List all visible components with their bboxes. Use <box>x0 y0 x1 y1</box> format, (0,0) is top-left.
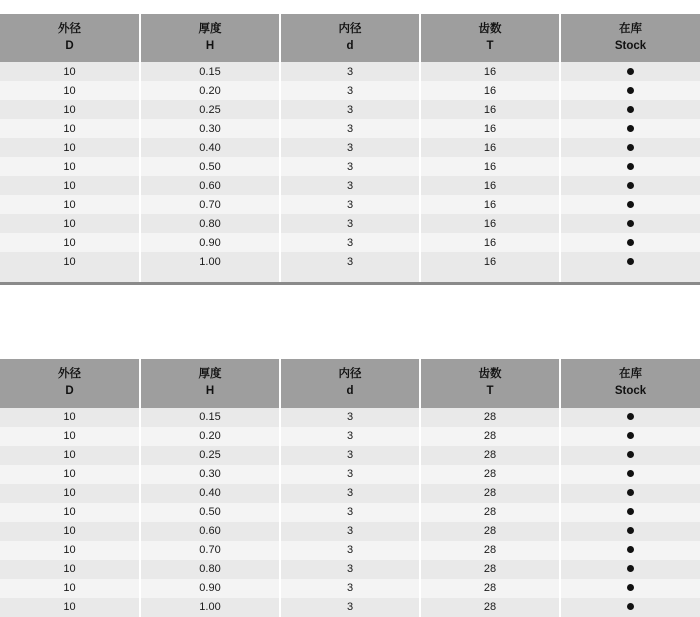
cell-teeth-count: 28 <box>420 446 560 465</box>
column-header-stock <box>560 14 700 62</box>
cell-inner-diameter: 3 <box>280 522 420 541</box>
in-stock-dot-icon <box>627 220 634 227</box>
cell-thickness: 0.80 <box>140 214 280 233</box>
table-row <box>0 119 700 138</box>
header-label-en: Stock <box>614 39 647 52</box>
cell-thickness: 1.00 <box>140 252 280 271</box>
cell-inner-diameter: 3 <box>280 176 420 195</box>
cell-outer-diameter: 10 <box>0 579 140 598</box>
cell-stock <box>560 579 700 598</box>
column-header-outer-diameter <box>0 359 140 407</box>
header-label-en: Stock <box>614 385 647 398</box>
cell-inner-diameter: 3 <box>280 484 420 503</box>
cell-thickness: 0.90 <box>140 233 280 252</box>
cell-inner-diameter: 3 <box>280 446 420 465</box>
cell-teeth-count: 28 <box>420 484 560 503</box>
cell-stock <box>560 465 700 484</box>
table-row <box>0 427 700 446</box>
cell-teeth-count: 28 <box>420 427 560 446</box>
in-stock-dot-icon <box>627 182 634 189</box>
cell-outer-diameter: 10 <box>0 100 140 119</box>
cell-thickness: 0.80 <box>140 560 280 579</box>
table-row <box>0 560 700 579</box>
table-footer-strip <box>0 271 700 282</box>
cell-teeth-count: 28 <box>420 598 560 617</box>
in-stock-dot-icon <box>627 68 634 75</box>
table-row <box>0 214 700 233</box>
top-spacer <box>0 0 700 14</box>
in-stock-dot-icon <box>627 451 634 458</box>
cell-teeth-count: 16 <box>420 233 560 252</box>
cell-inner-diameter: 3 <box>280 560 420 579</box>
header-label-cn: 厚度 <box>198 23 222 35</box>
table-row <box>0 100 700 119</box>
column-header-thickness <box>140 359 280 407</box>
cell-thickness: 0.70 <box>140 541 280 560</box>
cell-teeth-count: 16 <box>420 119 560 138</box>
cell-teeth-count: 16 <box>420 214 560 233</box>
table-row <box>0 598 700 617</box>
cell-thickness: 0.25 <box>140 446 280 465</box>
cell-thickness: 0.70 <box>140 195 280 214</box>
cell-thickness: 0.40 <box>140 138 280 157</box>
table-row <box>0 157 700 176</box>
cell-thickness: 0.60 <box>140 176 280 195</box>
in-stock-dot-icon <box>627 603 634 610</box>
header-label-symbol: D <box>65 385 74 398</box>
table-row <box>0 233 700 252</box>
cell-stock <box>560 252 700 271</box>
column-header-inner-diameter <box>280 14 420 62</box>
header-label-symbol: T <box>486 385 494 398</box>
cell-teeth-count: 16 <box>420 252 560 271</box>
table-2-body <box>0 408 700 617</box>
cell-stock <box>560 541 700 560</box>
table-1-header <box>0 14 700 62</box>
cell-thickness: 0.50 <box>140 503 280 522</box>
cell-thickness: 0.50 <box>140 157 280 176</box>
cell-outer-diameter: 10 <box>0 62 140 81</box>
column-header-outer-diameter <box>0 14 140 62</box>
header-label-cn: 齿数 <box>478 23 502 35</box>
cell-inner-diameter: 3 <box>280 233 420 252</box>
cell-stock <box>560 427 700 446</box>
header-label-symbol: d <box>346 385 354 398</box>
cell-inner-diameter: 3 <box>280 195 420 214</box>
cell-outer-diameter: 10 <box>0 157 140 176</box>
in-stock-dot-icon <box>627 489 634 496</box>
cell-stock <box>560 598 700 617</box>
header-label-symbol: H <box>205 39 215 52</box>
header-row <box>0 359 700 407</box>
spec-table-1 <box>0 14 700 282</box>
in-stock-dot-icon <box>627 201 634 208</box>
header-label-symbol: T <box>486 39 494 52</box>
header-label-cn: 内径 <box>338 23 362 35</box>
cell-inner-diameter: 3 <box>280 252 420 271</box>
cell-inner-diameter: 3 <box>280 157 420 176</box>
cell-outer-diameter: 10 <box>0 119 140 138</box>
header-label-cn: 外径 <box>58 368 81 381</box>
cell-stock <box>560 176 700 195</box>
cell-outer-diameter: 10 <box>0 427 140 446</box>
cell-stock <box>560 408 700 427</box>
cell-thickness: 0.90 <box>140 579 280 598</box>
in-stock-dot-icon <box>627 106 634 113</box>
cell-inner-diameter: 3 <box>280 62 420 81</box>
cell-outer-diameter: 10 <box>0 522 140 541</box>
cell-stock <box>560 233 700 252</box>
cell-outer-diameter: 10 <box>0 138 140 157</box>
cell-inner-diameter: 3 <box>280 598 420 617</box>
cell-teeth-count: 16 <box>420 138 560 157</box>
table-row <box>0 446 700 465</box>
header-row <box>0 14 700 62</box>
cell-inner-diameter: 3 <box>280 100 420 119</box>
header-label-cn: 在库 <box>619 23 642 35</box>
cell-outer-diameter: 10 <box>0 214 140 233</box>
cell-stock <box>560 560 700 579</box>
in-stock-dot-icon <box>627 432 634 439</box>
cell-inner-diameter: 3 <box>280 579 420 598</box>
cell-stock <box>560 81 700 100</box>
table-row <box>0 62 700 81</box>
cell-thickness: 0.15 <box>140 408 280 427</box>
in-stock-dot-icon <box>627 413 634 420</box>
in-stock-dot-icon <box>627 527 634 534</box>
cell-teeth-count: 16 <box>420 195 560 214</box>
spec-table-2 <box>0 359 700 616</box>
cell-stock <box>560 503 700 522</box>
cell-outer-diameter: 10 <box>0 541 140 560</box>
header-label-symbol: D <box>65 39 74 52</box>
cell-outer-diameter: 10 <box>0 176 140 195</box>
cell-inner-diameter: 3 <box>280 81 420 100</box>
cell-teeth-count: 28 <box>420 522 560 541</box>
cell-thickness: 0.20 <box>140 427 280 446</box>
cell-stock <box>560 195 700 214</box>
table-2-header <box>0 359 700 407</box>
cell-thickness: 0.15 <box>140 62 280 81</box>
cell-inner-diameter: 3 <box>280 408 420 427</box>
cell-outer-diameter: 10 <box>0 252 140 271</box>
in-stock-dot-icon <box>627 584 634 591</box>
table-row <box>0 541 700 560</box>
table-row <box>0 522 700 541</box>
cell-stock <box>560 62 700 81</box>
footer-cell <box>560 271 700 282</box>
header-label-cn: 厚度 <box>198 368 222 381</box>
cell-inner-diameter: 3 <box>280 541 420 560</box>
cell-teeth-count: 28 <box>420 408 560 427</box>
cell-stock <box>560 138 700 157</box>
column-header-inner-diameter <box>280 359 420 407</box>
table-row <box>0 138 700 157</box>
cell-outer-diameter: 10 <box>0 484 140 503</box>
cell-teeth-count: 16 <box>420 62 560 81</box>
header-label-cn: 内径 <box>338 368 362 381</box>
table-row <box>0 176 700 195</box>
table-row <box>0 579 700 598</box>
footer-cell <box>420 271 560 282</box>
header-label-symbol: H <box>205 385 215 398</box>
in-stock-dot-icon <box>627 258 634 265</box>
cell-stock <box>560 119 700 138</box>
cell-teeth-count: 16 <box>420 157 560 176</box>
header-label-symbol: d <box>346 39 354 52</box>
cell-teeth-count: 28 <box>420 465 560 484</box>
table-row <box>0 484 700 503</box>
cell-outer-diameter: 10 <box>0 503 140 522</box>
cell-stock <box>560 100 700 119</box>
cell-stock <box>560 484 700 503</box>
in-stock-dot-icon <box>627 565 634 572</box>
cell-stock <box>560 522 700 541</box>
in-stock-dot-icon <box>627 144 634 151</box>
section-spacer <box>0 285 700 359</box>
column-header-stock <box>560 359 700 407</box>
cell-thickness: 0.40 <box>140 484 280 503</box>
footer-cell <box>0 271 140 282</box>
cell-outer-diameter: 10 <box>0 446 140 465</box>
table-1-body <box>0 62 700 282</box>
cell-teeth-count: 28 <box>420 541 560 560</box>
cell-teeth-count: 16 <box>420 176 560 195</box>
table-row <box>0 252 700 271</box>
cell-thickness: 0.25 <box>140 100 280 119</box>
cell-thickness: 0.30 <box>140 465 280 484</box>
header-label-cn: 外径 <box>58 23 81 35</box>
in-stock-dot-icon <box>627 125 634 132</box>
footer-cell <box>280 271 420 282</box>
table-row <box>0 503 700 522</box>
cell-thickness: 0.30 <box>140 119 280 138</box>
column-header-teeth-count <box>420 359 560 407</box>
table-row <box>0 81 700 100</box>
in-stock-dot-icon <box>627 546 634 553</box>
in-stock-dot-icon <box>627 239 634 246</box>
cell-thickness: 0.20 <box>140 81 280 100</box>
cell-teeth-count: 28 <box>420 560 560 579</box>
cell-thickness: 1.00 <box>140 598 280 617</box>
cell-outer-diameter: 10 <box>0 560 140 579</box>
cell-outer-diameter: 10 <box>0 465 140 484</box>
table-row <box>0 465 700 484</box>
in-stock-dot-icon <box>627 470 634 477</box>
cell-outer-diameter: 10 <box>0 233 140 252</box>
cell-inner-diameter: 3 <box>280 427 420 446</box>
cell-inner-diameter: 3 <box>280 214 420 233</box>
cell-stock <box>560 214 700 233</box>
cell-inner-diameter: 3 <box>280 465 420 484</box>
in-stock-dot-icon <box>627 87 634 94</box>
footer-cell <box>140 271 280 282</box>
table-row <box>0 195 700 214</box>
cell-teeth-count: 28 <box>420 579 560 598</box>
column-header-teeth-count <box>420 14 560 62</box>
header-label-cn: 在库 <box>619 368 642 381</box>
cell-stock <box>560 157 700 176</box>
in-stock-dot-icon <box>627 163 634 170</box>
cell-outer-diameter: 10 <box>0 81 140 100</box>
column-header-thickness <box>140 14 280 62</box>
cell-outer-diameter: 10 <box>0 195 140 214</box>
cell-outer-diameter: 10 <box>0 598 140 617</box>
cell-thickness: 0.60 <box>140 522 280 541</box>
cell-inner-diameter: 3 <box>280 138 420 157</box>
table-row <box>0 408 700 427</box>
cell-inner-diameter: 3 <box>280 503 420 522</box>
cell-teeth-count: 16 <box>420 81 560 100</box>
cell-inner-diameter: 3 <box>280 119 420 138</box>
header-label-cn: 齿数 <box>478 368 502 381</box>
cell-outer-diameter: 10 <box>0 408 140 427</box>
cell-teeth-count: 28 <box>420 503 560 522</box>
cell-stock <box>560 446 700 465</box>
in-stock-dot-icon <box>627 508 634 515</box>
cell-teeth-count: 16 <box>420 100 560 119</box>
